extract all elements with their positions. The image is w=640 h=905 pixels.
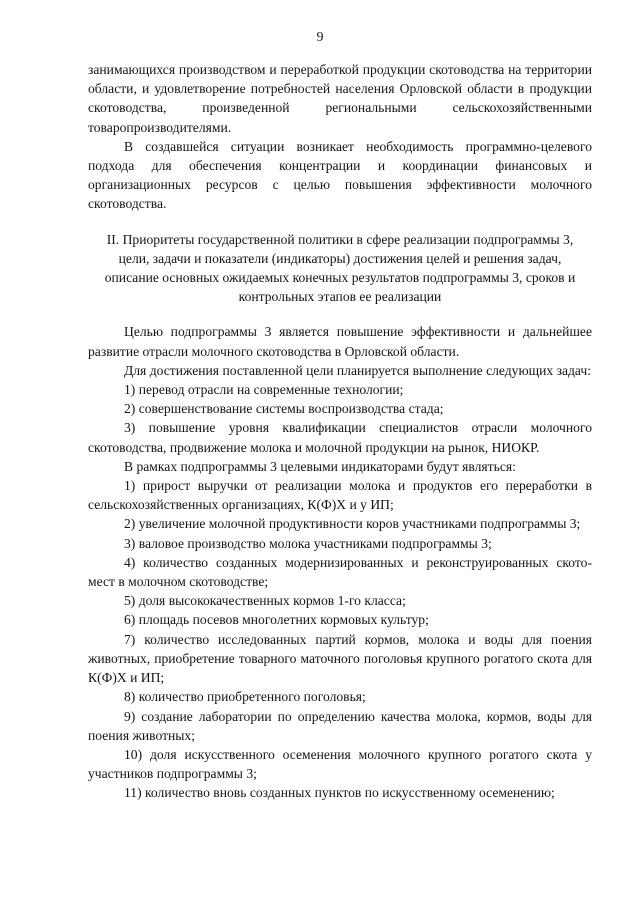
list-item-indicator: 7) количество исследованных партий кормов, молока и воды для поения животных, приобретение товарного маточного поголовья крупного рогатого скота для К(Ф)Х и ИП; — [88, 631, 592, 686]
document-body — [88, 60, 592, 803]
paragraph-tasks-intro: Для достижения поставленной цели планируется выполнение следующих задач: — [124, 362, 591, 378]
list-item-task: 2) совершенствование системы воспроизводства стада; — [124, 401, 444, 417]
list-item-indicator: 9) создание лаборатории по определению качества молока, кормов, воды для поения животных; — [88, 708, 592, 743]
paragraph: В создавшейся ситуации возникает необходимость программно-целевого подхода для обеспечения концентрации и координации финансовых и организационных ресурсов с целью повышения эффективности молочного скотоводства. — [88, 138, 592, 212]
paragraph-indicators-intro: В рамках подпрограммы 3 целевыми индикаторами будут являться: — [124, 458, 516, 474]
list-item-task: 3) повышение уровня квалификации специалистов отрасли молочного скотоводства, продвижение молока и молочной продукции на рынок, НИОКР. — [88, 420, 592, 455]
list-item-indicator: 1) прирост выручки от реализации молока и продуктов его переработки в сельскохозяйственных организациях, К(Ф)Х и у ИП; — [88, 478, 592, 513]
list-item-indicator: 6) площадь посевов многолетних кормовых культур; — [124, 612, 429, 628]
paragraph-goal: Целью подпрограммы 3 является повышение эффективности и дальнейшее развитие отрасли молочного скотоводства в Орловской области. — [88, 324, 592, 359]
list-item-indicator: 5) доля высококачественных кормов 1-го класса; — [124, 593, 406, 609]
list-item-task: 1) перевод отрасли на современные технологии; — [124, 382, 404, 398]
paragraph-continuation: занимающихся производством и переработкой продукции скотоводства на территории области, и удовлетворение потребностей населения Орловской области в продукции скотоводства, произведенной региональными сельскохозяйственными товаропроизводителями. — [88, 62, 592, 135]
list-item-indicator: 3) валовое производство молока участниками подпрограммы 3; — [124, 535, 492, 551]
section-heading: II. Приоритеты государственной политики в сфере реализации подпрограммы 3, цели, задачи и показатели (индикаторы) достижения целей и решения задач, описание основных ожидаемых конечных результатов подпрограммы 3, сроков и контрольных этапов ее реализации — [104, 231, 576, 305]
list-item-indicator: 10) доля искусственного осеменения молочного крупного рогатого скота у участников подпрограммы 3; — [88, 746, 592, 782]
list-item-indicator: 8) количество приобретенного поголовья; — [124, 689, 366, 705]
list-item-indicator: 11) количество вновь созданных пунктов по искусственному осеменению; — [124, 785, 555, 801]
list-item-indicator: 2) увеличение молочной продуктивности коров участниками подпрограммы 3; — [124, 516, 581, 532]
page-number: 9 — [316, 30, 324, 45]
list-item-indicator: 4) количество созданных модернизированных и реконструированных ското-мест в молочном скотоводстве; — [88, 554, 592, 590]
